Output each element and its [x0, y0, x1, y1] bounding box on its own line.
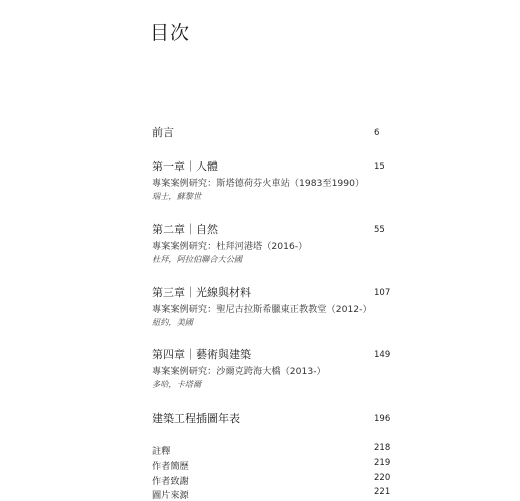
toc-entry-page: 196	[374, 414, 391, 424]
toc-entry-title: 建築工程插圖年表	[152, 412, 240, 425]
toc-entry-title: 作者致謝	[152, 476, 189, 487]
toc-entry-title: 第一章｜人體	[152, 160, 218, 173]
toc-entry-page: 221	[374, 487, 391, 497]
toc-entry-page: 218	[374, 443, 391, 453]
case-study-line: 專案案例研究：杜拜河港塔（2016-）	[152, 241, 308, 252]
toc-entry-chronology[interactable]	[152, 412, 390, 426]
toc-entry-chapter-3[interactable]	[152, 286, 390, 328]
case-study-location: 紐約，美國	[152, 317, 193, 327]
toc-entry-chapter-1[interactable]	[152, 160, 390, 202]
case-study-location: 瑞士，蘇黎世	[152, 191, 202, 201]
toc-entry-page: 219	[374, 458, 391, 468]
toc-entry-page: 220	[374, 473, 391, 483]
case-study-line: 專案案例研究：聖尼古拉斯希臘東正教教堂（2012-）	[152, 304, 372, 315]
toc-entry-page: 6	[374, 128, 380, 138]
toc-backmatter-acknowledgements[interactable]	[152, 473, 390, 487]
toc-entry-page: 15	[374, 162, 385, 172]
toc-entry-preface[interactable]	[152, 126, 390, 140]
case-study-line: 專案案例研究：斯塔德荷芬火車站（1983至1990）	[152, 178, 365, 189]
toc-entry-title: 第三章｜光線與材料	[152, 286, 251, 299]
toc-entry-title: 註釋	[152, 446, 171, 457]
toc-backmatter-image-credits[interactable]	[152, 487, 390, 501]
case-study-location: 杜拜，阿拉伯聯合大公國	[152, 254, 243, 264]
toc-entry-chapter-2[interactable]	[152, 223, 390, 265]
toc-entry-title: 第四章｜藝術與建築	[152, 348, 251, 361]
case-study-line: 專案案例研究：沙爾克跨海大橋（2013-）	[152, 366, 326, 377]
toc-entry-title: 作者簡歷	[152, 461, 189, 472]
toc-entry-title: 圖片來源	[152, 490, 189, 501]
toc-entry-page: 149	[374, 350, 391, 360]
toc-entry-title: 第二章｜自然	[152, 223, 218, 236]
toc-entry-page: 55	[374, 225, 385, 235]
page-title: 目次	[150, 22, 191, 44]
toc-entry-page: 107	[374, 288, 391, 298]
toc-backmatter-notes[interactable]	[152, 443, 390, 457]
toc-backmatter-author-bio[interactable]	[152, 458, 390, 472]
case-study-location: 多哈，卡塔爾	[152, 379, 202, 389]
toc-entry-title: 前言	[152, 126, 174, 139]
toc-entry-chapter-4[interactable]	[152, 348, 390, 390]
